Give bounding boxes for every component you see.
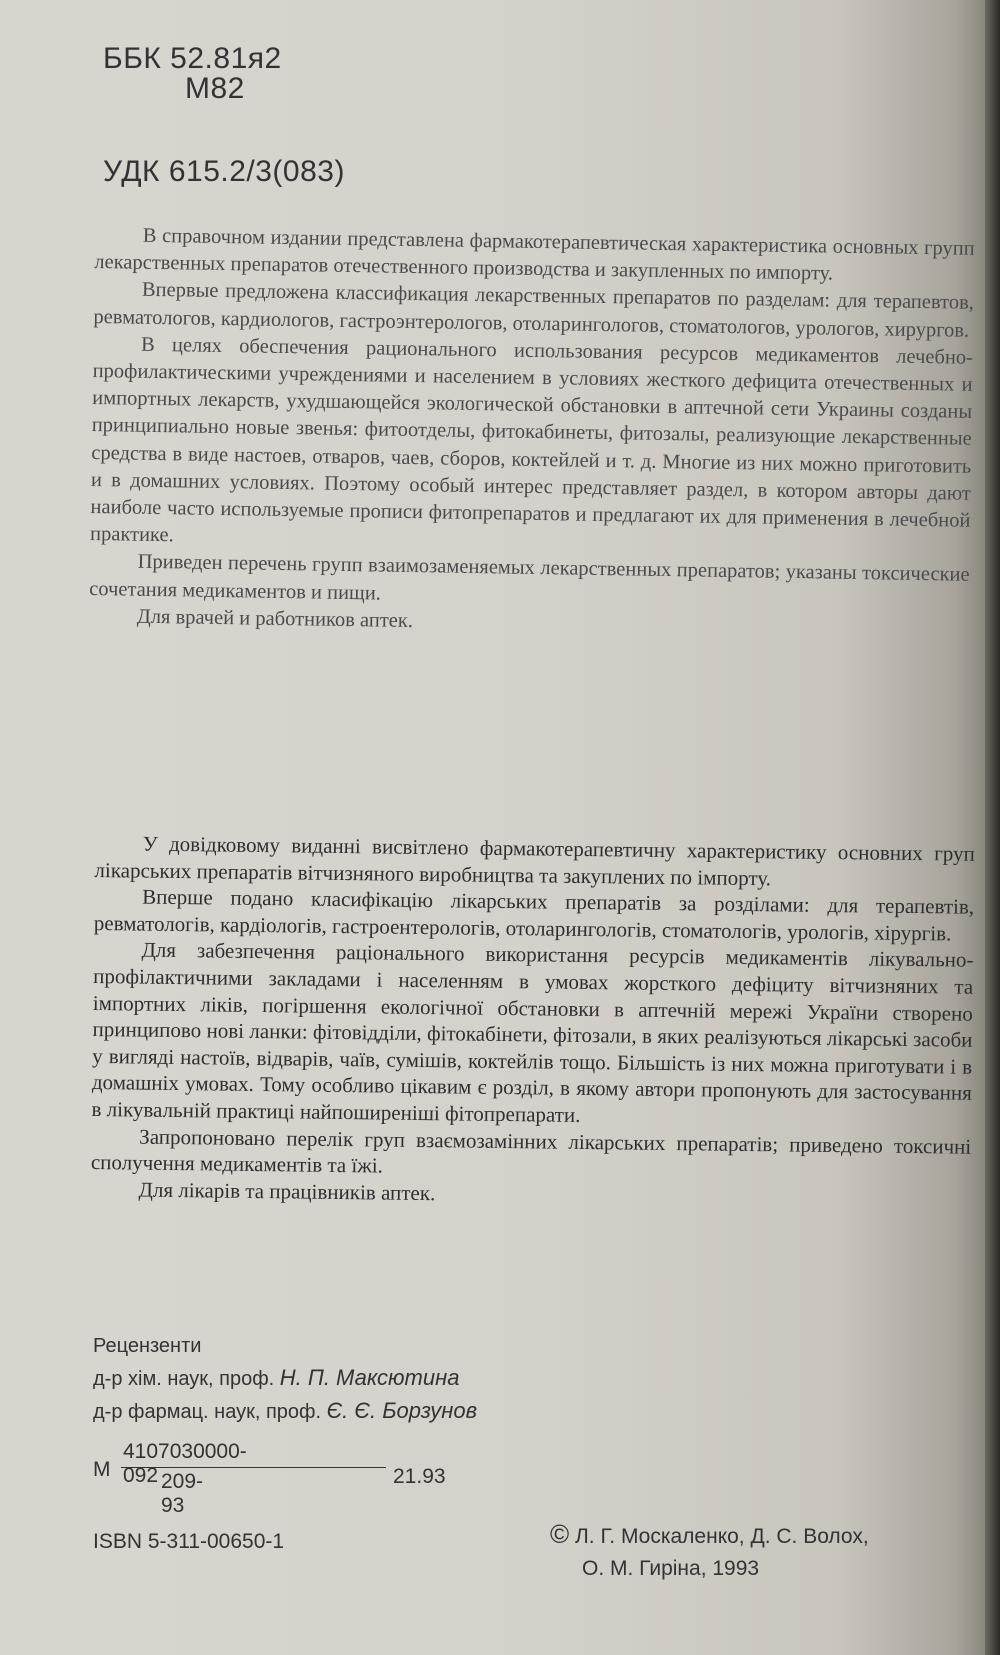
bbk-index: ББК 52.81я2 [103,42,282,75]
ru-paragraph: Приведен перечень групп взаимозаменяемых лекарственных препаратов; указаны токсические сочетания медикаментов и пищи. [89,551,970,605]
bbk-author-code: М82 [185,72,245,105]
reviewer-1-title: д-р хім. наук, проф. [93,1368,275,1390]
ua-paragraph: У довідковому виданні висвітлено фармакотерапевтичну характеристику основних груп лікарських препаратів вітчизняного виробництва та закуплених по імпорту. [94,831,975,890]
ukrainian-annotation [90,830,974,1213]
ua-paragraph: Запропоновано перелік груп взаємозамінних лікарських препаратів; приведено токсичні сполучення медикаментів та їжі. [90,1124,972,1178]
ua-paragraph: Для лікарів та працівників аптек. [138,1177,436,1205]
catalog-denominator: 209-93 [161,1470,204,1517]
copyright-icon: © [550,1519,570,1549]
copyright-line-1: Л. Г. Москаленко, Д. С. Волох, [575,1525,869,1548]
ru-paragraph: Впервые предложена классификация лекарственных препаратов по разделам: для терапевтов, ревматологов, кардиологов, гастроэнтерологов, отоларингологов, стоматологов, урологов, хирургов. [93,279,975,342]
reviewer-1 [93,1362,477,1395]
ru-paragraph: Для врачей и работников аптек. [136,605,414,632]
ua-paragraph: Для забезпечення раціонального використання ресурсів медикаментів лікувально-профілактичними закладами і населенням в умовах жорсткого дефіциту вітчизняних та імпортних ліків, погіршення екологічної обстановки в аптечній мережі України створено принципово нові ланки: фітовідділи, фітокабінети, фітозали, в яких реалізуються лікарські засоби у вигляді настоїв, відварів, чаїв, сумішів, коктейлів тощо. Більшість із них можна приготувати і в домашніх умовах. Тому особливо цікавим є розділ, в якому автори пропонують для застосування в лікувальній практиці найпоширеніші фітопрепарати. [91,937,974,1127]
catalog-price: 21.93 [393,1465,446,1488]
isbn: ISBN 5-311-00650-1 [93,1530,285,1553]
reviewer-2-title: д-р фармац. наук, проф. [93,1401,322,1423]
copyright-block [550,1518,869,1585]
ru-paragraph: В целях обеспечения рационального использования ресурсов медикаментов лечебно-профилактическими учреждениями и населением в условиях жесткого дефицита отечественных и импортных лекарств, ухудшающейся экологической обстановки в аптечной сети Украины созданы принципиально новые звенья: фитоотделы, фитокабинеты, фитозалы, реализующие лекарственные средства в виде настоев, отваров, чаев, сборов, коктейлей и т. д. Многие из них можно приготовить и в домашних условиях. Поэтому особый интерес представляет раздел, в котором авторы дают наиболе часто используемые прописи фитопрепаратов и предлагают их для применения в лечебной практике. [89,333,974,547]
reviewers-block [93,1330,477,1428]
catalog-letter: М [93,1458,111,1481]
ru-paragraph: В справочном издании представлена фармакотерапевтическая характеристика основных групп лекарственных препаратов отечественного производства и закупленных по импорту. [94,224,975,285]
udk-index: УДК 615.2/3(083) [103,155,345,188]
ua-paragraph: Вперше подано класифікацію лікарських препаратів за розділами: для терапевтів, ревматологів, кардіологів, гастроентерологів, отоларингологів, стоматологів, урологів, хірургів. [93,884,975,946]
catalog-numerator: 4107030000-092 [123,1440,247,1487]
fraction-line [121,1467,386,1468]
reviewer-1-name: Н. П. Максютина [279,1365,460,1390]
russian-annotation [89,222,975,644]
copyright-line-2: О. М. Гиріна, 1993 [582,1557,760,1580]
page-shadow-edge [985,0,1000,1655]
reviewer-2 [93,1395,477,1428]
reviewers-heading: Рецензенти [93,1335,202,1357]
reviewer-2-name: Є. Є. Борзунов [326,1398,478,1423]
